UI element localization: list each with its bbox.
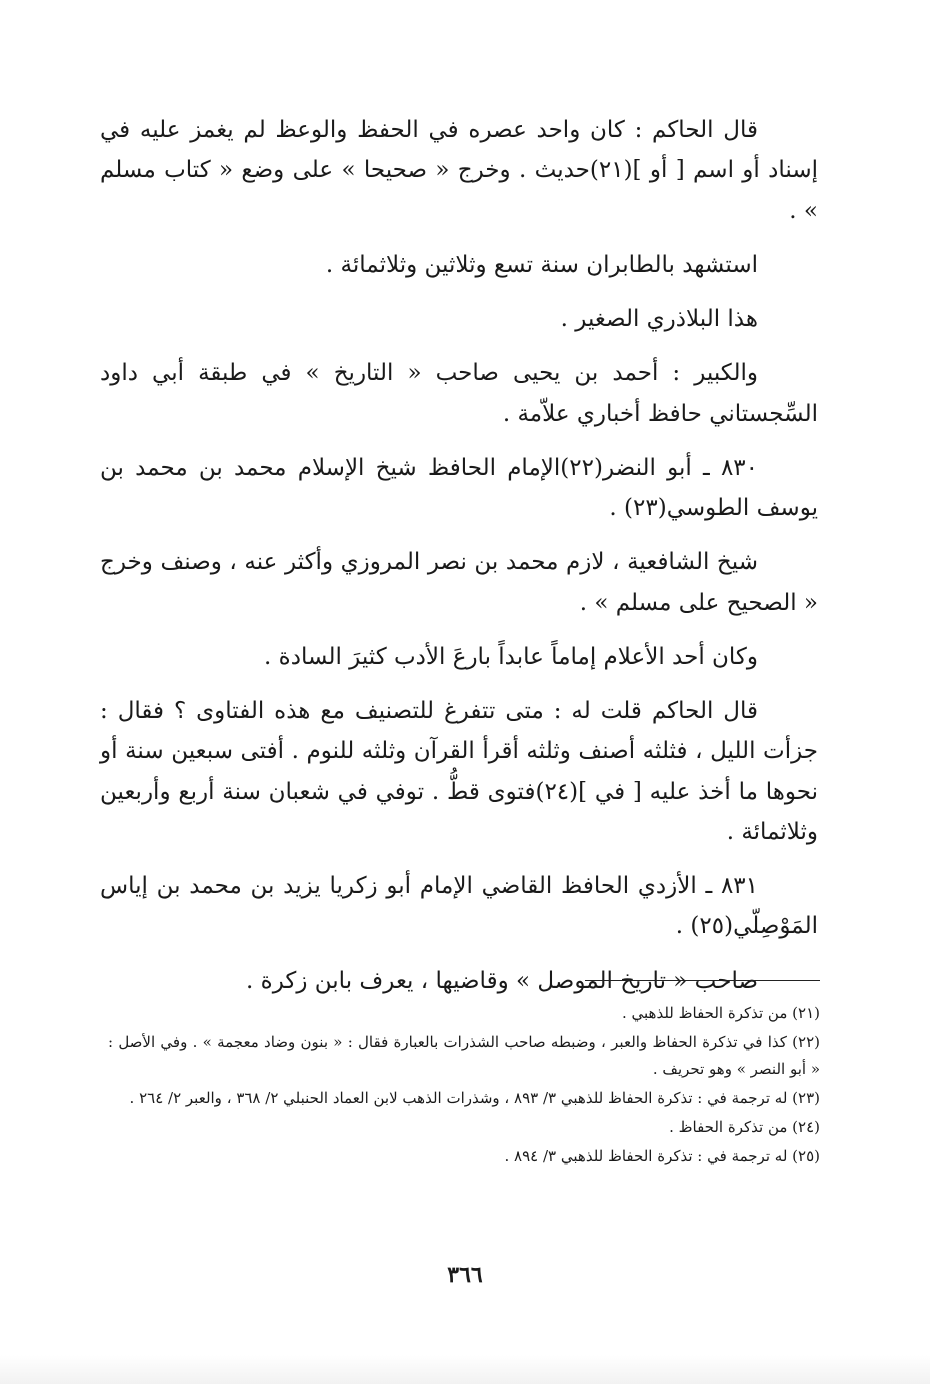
paragraph-hakim-question: قال الحاكم قلت له : متى تتفرغ للتصنيف مع هذه الفتاوى ؟ فقال : جزأت الليل ، فثلثه أصنف وثلثه أقرأ القرآن وثلثه للنوم . أفتى سبعين سنة أو نحوها ما أخذ عليه [ في ](٢٤)فتوى قطُّ . توفي في شعبان سنة أربع وأربعين وثلاثمائة . (100, 698, 818, 845)
entry-830-heading: ٨٣٠ ـ أبو النضر(٢٢)الإمام الحافظ شيخ الإسلام محمد بن محمد بن يوسف الطوسي(٢٣) . (100, 454, 818, 521)
main-text (100, 110, 818, 1015)
footnote-25: (٢٥) له ترجمة في : تذكرة الحفاظ للذهبي ٣/ ٨٩٤ . (504, 1147, 820, 1165)
page-bottom-edge (0, 1355, 930, 1384)
footnote-23: (٢٣) له ترجمة في : تذكرة الحفاظ للذهبي ٣/ ٨٩٣ ، وشذرات الذهب لابن العماد الحنبلي ٢/ ٣٦٨ ، والعبر ٢/ ٢٦٤ . (129, 1089, 820, 1107)
entry-831-heading: ٨٣١ ـ الأزدي الحافظ القاضي الإمام أبو زكريا يزيد بن محمد بن إياس المَوْصِلّي(٢٥) . (100, 873, 818, 940)
footnote-24: (٢٤) من تذكرة الحفاظ . (669, 1118, 820, 1136)
paragraph-shafii: شيخ الشافعية ، لازم محمد بن نصر المروزي وأكثر عنه ، وصنف وخرج « الصحيح على مسلم » . (100, 549, 818, 616)
footnote-22: (٢٢) كذا في تذكرة الحفاظ والعبر ، وضبطه صاحب الشذرات بالعبارة فقال : « بنون وضاد معجمة » . وفي الأصل : « أبو النصر » وهو تحريف . (108, 1033, 820, 1078)
footnote-divider (585, 980, 820, 981)
paragraph-mosul: صاحب « تاريخ الموصل » وقاضيها ، يعرف بابن زكرة . (246, 967, 758, 994)
paragraph-baladhuri: هذا البلاذري الصغير . (560, 306, 758, 332)
footnote-21: (٢١) من تذكرة الحفاظ للذهبي . (621, 1004, 820, 1022)
paragraph-elder-baladhuri: والكبير : أحمد بن يحيى صاحب « التاريخ » في طبقة أبي داود السِّجستاني حافظ أخباري علاّمة . (100, 360, 818, 427)
footnotes (108, 1000, 820, 1172)
paragraph-death: استشهد بالطابران سنة تسع وثلاثين وثلاثمائة . (325, 251, 758, 278)
page-number: ٣٦٦ (447, 1262, 483, 1288)
paragraph-hakim-quote: قال الحاكم : كان واحد عصره في الحفظ والوعظ لم يغمز عليه في إسناد أو اسم [ أو ](٢١)حديث . وخرج « صحيحا » على وضع « كتاب مسلم » . (100, 117, 818, 224)
paragraph-scholar: وكان أحد الأعلام إماماً عابداً بارعَ الأدب كثيرَ السادة . (264, 643, 758, 670)
